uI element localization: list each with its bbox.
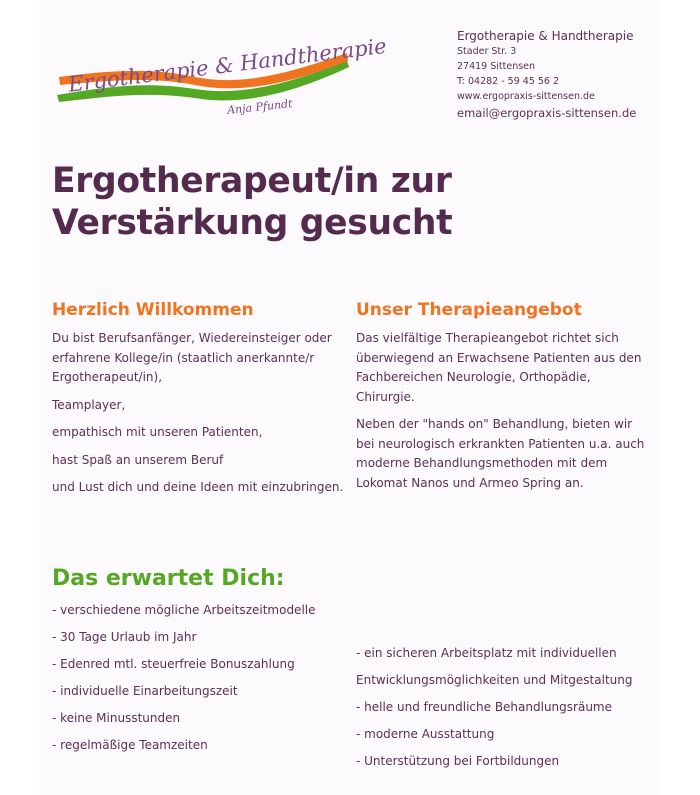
- benefit-item: - helle und freundliche Behandlungsräume: [356, 700, 612, 714]
- welcome-section: [52, 299, 347, 498]
- benefit-item: - verschiedene mögliche Arbeitszeitmodelle: [52, 603, 316, 617]
- welcome-heading: Herzlich Willkommen: [52, 300, 254, 320]
- contact-phone: T: 04282 - 59 45 56 2: [457, 76, 560, 87]
- welcome-paragraph: Du bist Berufsanfänger, Wiedereinsteiger oder erfahrene Kollege/in (staatlich anerkannte/r Ergotherapeut/in),: [52, 331, 332, 384]
- offer-section: [356, 299, 651, 493]
- benefits-list-right: [356, 644, 632, 779]
- headline-line-2: Verstärkung gesucht: [52, 203, 453, 243]
- contact-website: www.ergopraxis-sittensen.de: [457, 91, 595, 102]
- benefits-list-left: [52, 601, 316, 763]
- benefit-item: - ein sicheren Arbeitsplatz mit individuellen: [356, 646, 617, 660]
- benefit-item: - Edenred mtl. steuerfreie Bonuszahlung: [52, 657, 295, 671]
- contact-email: email@ergopraxis-sittensen.de: [457, 106, 637, 120]
- benefit-item: - individuelle Einarbeitungszeit: [52, 684, 238, 698]
- benefit-item: - moderne Ausstattung: [356, 727, 495, 741]
- contact-name: Ergotherapie & Handtherapie: [457, 29, 634, 43]
- contact-block: [457, 28, 636, 122]
- welcome-paragraph: hast Spaß an unserem Beruf: [52, 452, 224, 467]
- offer-paragraph: Neben der "hands on" Behandlung, bieten wir bei neurologisch erkrankten Patienten u.a. auch moderne Behandlungsmethoden mit dem Lokomat Nanos und Armeo Spring an.: [356, 417, 645, 490]
- benefit-item: - Unterstützung bei Fortbildungen: [356, 754, 560, 768]
- welcome-paragraph: und Lust dich und deine Ideen mit einzubringen.: [52, 480, 344, 494]
- benefit-item: - regelmäßige Teamzeiten: [52, 738, 208, 752]
- logo-signature: Anja Pfundt: [226, 97, 294, 117]
- offer-heading: Unser Therapieangebot: [356, 300, 582, 320]
- job-headline: [52, 160, 452, 244]
- benefit-item: Entwicklungsmöglichkeiten und Mitgestaltung: [356, 673, 633, 687]
- contact-city: 27419 Sittensen: [457, 61, 536, 72]
- contact-street: Stader Str. 3: [457, 46, 517, 57]
- welcome-paragraph: empathisch mit unseren Patienten,: [52, 425, 263, 439]
- benefit-item: - 30 Tage Urlaub im Jahr: [52, 630, 197, 644]
- offer-paragraph: Das vielfältige Therapieangebot richtet sich überwiegend an Erwachsene Patienten aus den Fachbereichen Neurologie, Orthopädie, Chirurgie.: [356, 331, 642, 404]
- logo-title: Ergotherapie & Handtherapie: [66, 33, 388, 97]
- benefits-heading: Das erwartet Dich:: [52, 566, 285, 591]
- benefit-item: - keine Minusstunden: [52, 711, 181, 725]
- practice-logo: [55, 33, 388, 120]
- welcome-paragraph: Teamplayer,: [52, 397, 126, 412]
- headline-line-1: Ergotherapeut/in zur: [52, 161, 452, 201]
